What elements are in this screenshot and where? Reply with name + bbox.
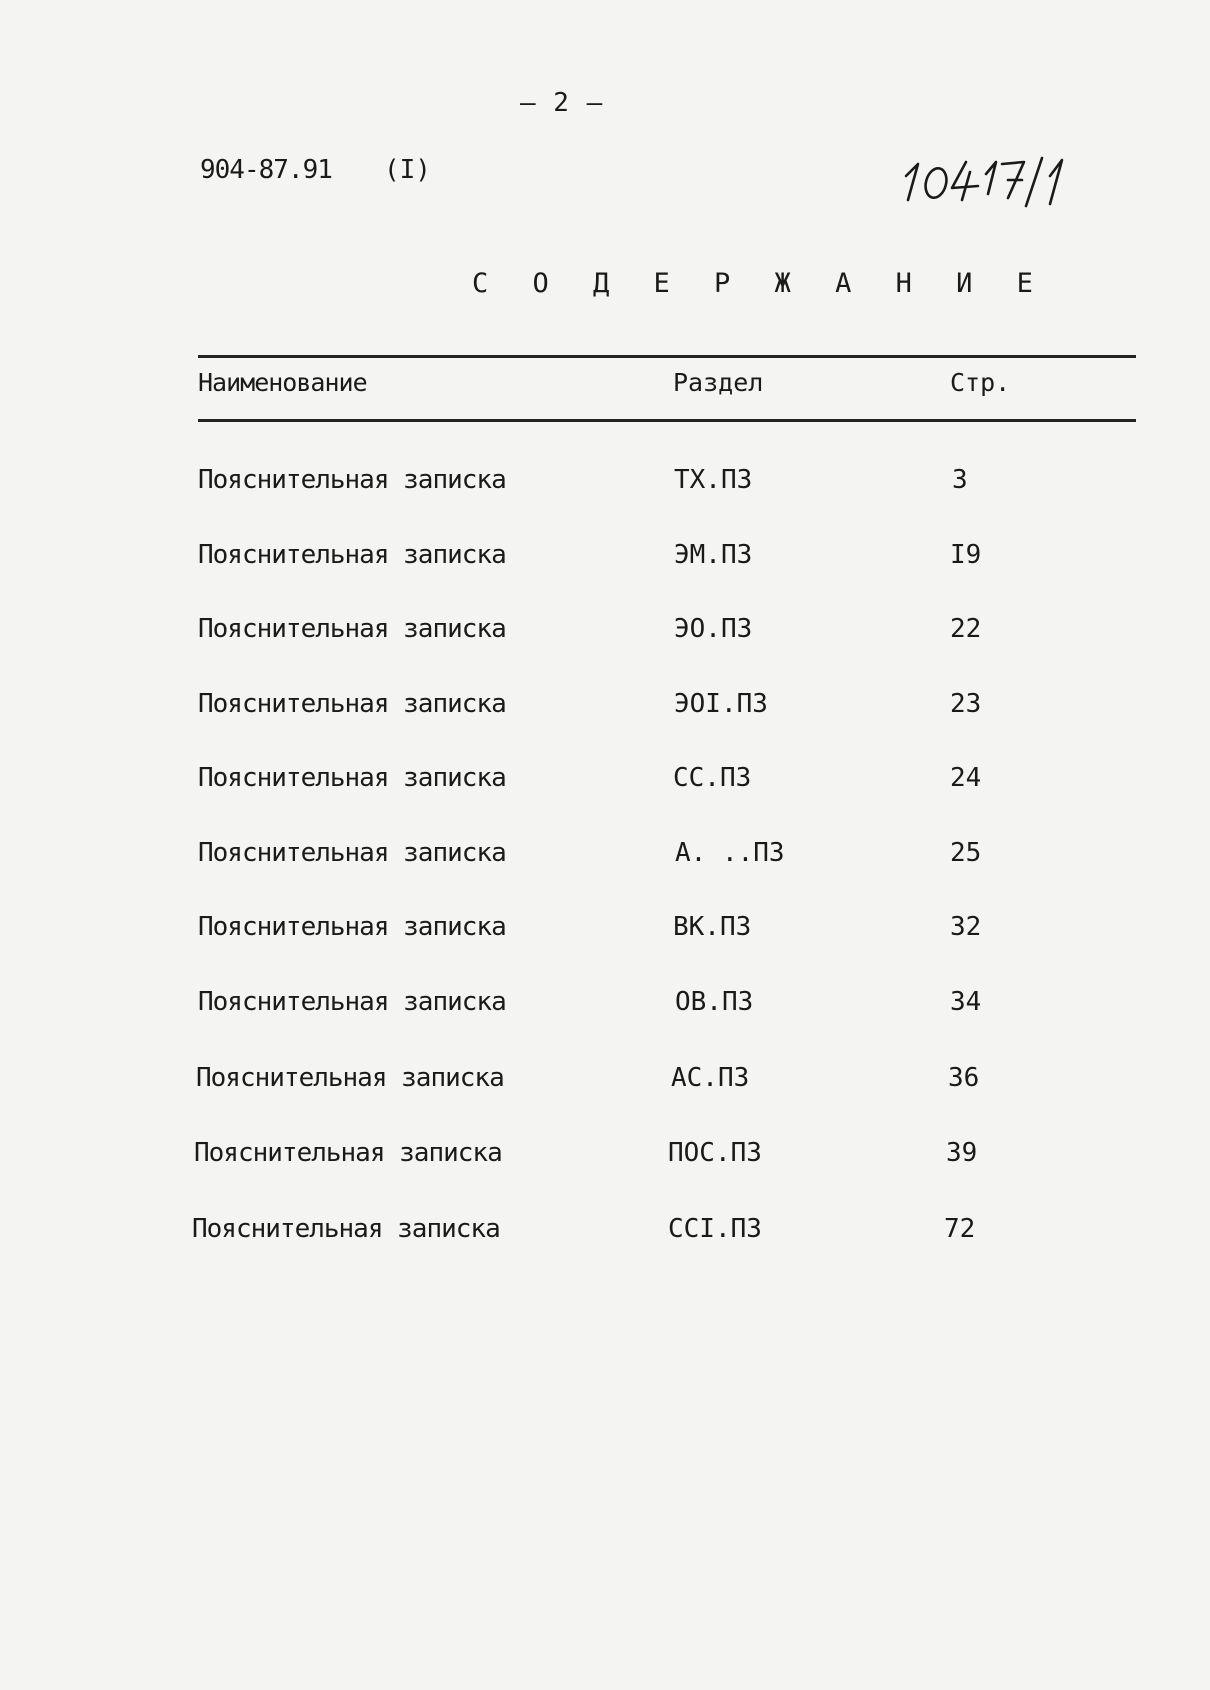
table-row	[0, 614, 1210, 650]
row-name: Пояснительная записка	[196, 1063, 504, 1093]
row-section: ЭОI.ПЗ	[674, 689, 768, 719]
row-page: 24	[950, 763, 982, 793]
row-name: Пояснительная записка	[198, 614, 506, 644]
table-row	[0, 1063, 1210, 1099]
table-row	[0, 465, 1210, 501]
table-row	[0, 1214, 1210, 1250]
table-header-rule	[198, 419, 1136, 422]
row-name: Пояснительная записка	[198, 689, 506, 719]
row-name: Пояснительная записка	[198, 838, 506, 868]
row-section: ТХ.ПЗ	[674, 465, 753, 495]
table-row	[0, 912, 1210, 948]
row-name: Пояснительная записка	[198, 540, 506, 570]
row-page: 3	[952, 465, 968, 495]
table-row	[0, 1138, 1210, 1174]
document-code: 904-87.91	[200, 155, 332, 185]
row-page: I9	[950, 540, 982, 570]
handwritten-registration-number	[900, 150, 1090, 210]
row-page: 72	[944, 1214, 976, 1244]
row-page: 36	[948, 1063, 980, 1093]
row-page: 25	[950, 838, 982, 868]
row-name: Пояснительная записка	[194, 1138, 502, 1168]
document-part: (I)	[384, 155, 431, 185]
row-section: ПОС.ПЗ	[668, 1138, 762, 1168]
row-section: А. ..ПЗ	[675, 838, 785, 868]
row-name: Пояснительная записка	[192, 1214, 500, 1244]
column-header-page: Стр.	[950, 368, 1011, 397]
row-section: ЭМ.ПЗ	[674, 540, 753, 570]
table-row	[0, 689, 1210, 725]
row-section: СС.ПЗ	[673, 763, 752, 793]
column-header-section: Раздел	[673, 368, 764, 397]
table-row	[0, 987, 1210, 1023]
table-top-rule	[198, 355, 1136, 358]
row-name: Пояснительная записка	[198, 912, 506, 942]
row-name: Пояснительная записка	[198, 465, 506, 495]
row-page: 34	[950, 987, 982, 1017]
row-section: ЭО.ПЗ	[674, 614, 753, 644]
row-name: Пояснительная записка	[198, 987, 506, 1017]
row-page: 22	[950, 614, 982, 644]
row-section: АС.ПЗ	[671, 1063, 750, 1093]
row-page: 32	[950, 912, 982, 942]
row-section: ОВ.ПЗ	[675, 987, 754, 1017]
row-page: 39	[946, 1138, 978, 1168]
page-title: С О Д Е Р Ж А Н И Е	[472, 268, 1047, 299]
column-header-name: Наименование	[198, 368, 367, 397]
row-page: 23	[950, 689, 982, 719]
table-row	[0, 540, 1210, 576]
table-row	[0, 838, 1210, 874]
row-section: ССI.ПЗ	[668, 1214, 762, 1244]
page-number: – 2 –	[520, 88, 604, 118]
row-section: ВК.ПЗ	[673, 912, 752, 942]
row-name: Пояснительная записка	[198, 763, 506, 793]
table-row	[0, 763, 1210, 799]
